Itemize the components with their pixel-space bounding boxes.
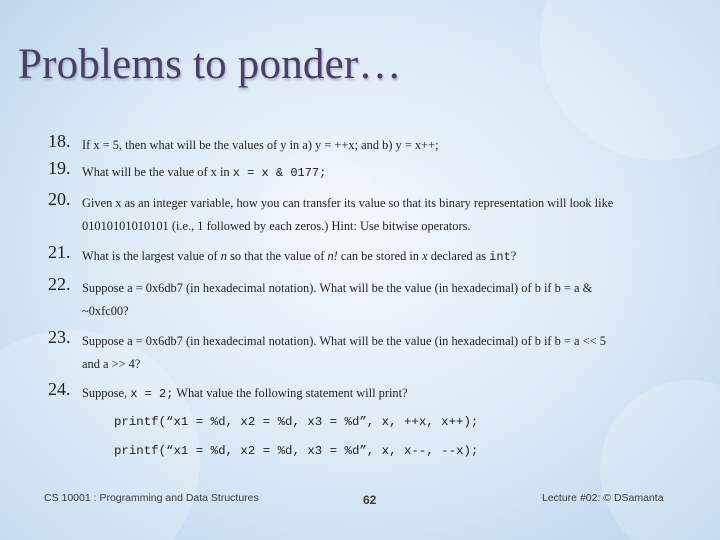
code-line-1: printf(“x1 = %d, x2 = %d, x3 = %d”, x, ++x, x++); xyxy=(114,415,479,429)
footer-course: CS 10001 : Programming and Data Structures xyxy=(44,492,259,504)
problem-line-2: ~0xfc00? xyxy=(82,304,129,318)
problem-text-start: What will be the value of x in xyxy=(82,165,233,179)
text-part: ? xyxy=(510,249,517,263)
problem-number: 23. xyxy=(48,327,71,347)
text-part: Suppose, xyxy=(82,386,131,400)
footer-page-number: 62 xyxy=(363,493,377,507)
code-inline: int xyxy=(489,250,511,264)
problem-number: 19. xyxy=(48,158,71,178)
problem-number: 22. xyxy=(48,274,71,294)
slide-title: Problems to ponder… xyxy=(18,41,402,88)
problem-number: 18. xyxy=(48,131,71,151)
code-inline: x = 2; xyxy=(130,387,174,401)
problem-text xyxy=(82,277,697,323)
code-inline: x = x & 0177; xyxy=(232,166,327,180)
text-part: can be stored in xyxy=(337,249,423,263)
problem-text xyxy=(82,192,697,238)
var-x: x xyxy=(422,249,428,263)
problem-text xyxy=(82,382,697,406)
text-part: declared as xyxy=(427,249,490,263)
footer-lecture: Lecture #02: © DSamanta xyxy=(542,492,664,504)
problem-line-1: Suppose a = 0x6db7 (in hexadecimal notation). What will be the value (in hexadecimal) of b if b = a << 5 xyxy=(82,334,606,348)
problem-line-1: Given x as an integer variable, how you can transfer its value so that its binary representation will look like xyxy=(82,196,614,210)
var-n: n xyxy=(220,249,227,263)
problem-number: 20. xyxy=(48,189,71,209)
problem-text xyxy=(82,161,697,185)
problem-number: 24. xyxy=(48,379,71,399)
problem-text xyxy=(82,245,697,269)
problem-line-2: 01010101010101 (i.e., 1 followed by each zeros.) Hint: Use bitwise operators. xyxy=(82,219,471,233)
problem-line-1: Suppose a = 0x6db7 (in hexadecimal notation). What will be the value (in hexadecimal) of b if b = a & xyxy=(82,281,593,295)
problem-text xyxy=(82,330,697,376)
problem-line-2: and a >> 4? xyxy=(82,357,141,371)
code-line-2: printf(“x1 = %d, x2 = %d, x3 = %d”, x, x--, --x); xyxy=(114,444,479,458)
text-part: What is the largest value of xyxy=(82,249,221,263)
problem-text: If x = 5, then what will be the values of y in a) y = ++x; and b) y = x++; xyxy=(82,138,439,152)
text-part: so that the value of xyxy=(226,249,328,263)
text-part: What value the following statement will print? xyxy=(173,386,408,400)
var-n-factorial: n! xyxy=(327,249,338,263)
problem-number: 21. xyxy=(48,242,71,262)
